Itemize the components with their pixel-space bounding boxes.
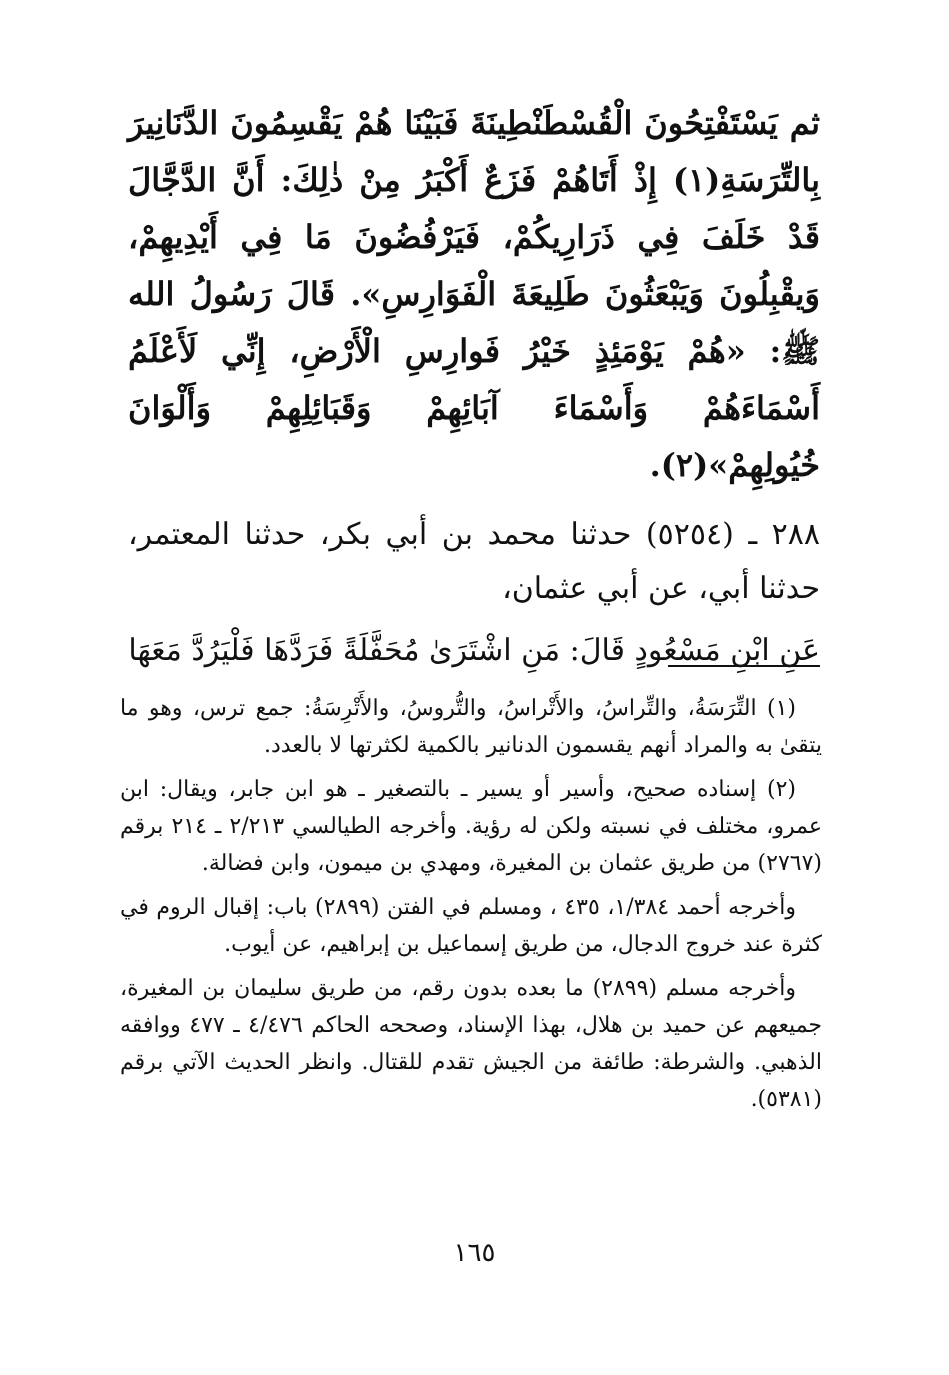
- footnote-2-continued: وأخرجه أحمد ١/٣٨٤، ٤٣٥ ، ومسلم في الفتن (٢٨٩٩) باب: إقبال الروم في كثرة عند خروج الدجال، من طريق إسماعيل بن إبراهيم، عن أيوب.: [120, 895, 822, 957]
- footnote-2-continued: وأخرجه مسلم (٢٨٩٩) ما بعده بدون رقم، من طريق سليمان بن المغيرة، جميعهم عن حميد بن هلال، بهذا الإسناد، وصححه الحاكم ٤/٤٧٦ ـ ٤٧٧ ووافقه الذهبي. والشرطة: طائفة من الجيش تقدم للقتال. وانظر الحديث الآتي برقم (٥٣٨١).: [120, 976, 823, 1112]
- footnote-2: (٢) إسناده صحيح، وأسير أو يسير ـ بالتصغير ـ هو ابن جابر، ويقال: ابن عمرو، مختلف في نسبته ولكن له رؤية. وأخرجه الطيالسي ٢/٢١٣ ـ ٢١٤ برقم (٢٧٦٧) من طريق عثمان بن المغيرة، ومهدي بن ميمون، وابن فضالة.: [120, 777, 822, 876]
- page-number: ١٦٥: [453, 1238, 496, 1268]
- hadith-continuation: ثم يَسْتَفْتِحُونَ الْقُسْطَنْطِينَةَ فَبَيْنَا هُمْ يَقْسِمُونَ الدَّنَانِيرَ بِالتِّرَسَةِ(١) إِذْ أَتَاهُمْ فَزَعٌ أَكْبَرُ مِنْ ذٰلِكَ: أَنَّ الدَّجَّالَ قَدْ خَلَفَ فِي ذَرَارِيكُمْ، فَيَرْفُضُونَ مَا فِي أَيْدِيهِمْ، وَيقْبِلُونَ وَيَبْعَثُونَ طَلِيعَةَ الْفَوَارِسِ». قَالَ رَسُولُ الله ﷺ: «هُمْ يَوْمَئِذٍ خَيْرُ فَوارِسِ الْأَرْضِ، إِنِّي لَأَعْلَمُ أَسْمَاءَهُمْ وَأَسْمَاءَ آبَائِهِمْ وَقَبَائِلِهِمْ وَأَلْوَانَ خُيُولِهِمْ»(٢).: [128, 104, 821, 484]
- hadith-text: عَنِ ابْنِ مَسْعُودٍ قَالَ: مَنِ اشْتَرَىٰ مُحَفَّلَةً فَرَدَّهَا فَلْيَرُدَّ مَعَهَا: [128, 633, 820, 668]
- footnote-divider: [668, 665, 820, 667]
- footnote-1: (١) التِّرَسَةُ، والتِّراسُ، والأَتْراسُ، والتُّروسُ، والأَتْرِسَةُ: جمع ترس، وهو ما يتقىٰ به والمراد أنهم يقسمون الدنانير بالكمية لكثرتها لا بالعدد.: [120, 696, 822, 758]
- hadith-narration-chain: ٢٨٨ ـ (٥٢٥٤) حدثنا محمد بن أبي بكر، حدثنا المعتمر، حدثنا أبي، عن أبي عثمان،: [128, 517, 820, 606]
- footnotes: [120, 690, 822, 1125]
- main-text: [128, 95, 820, 678]
